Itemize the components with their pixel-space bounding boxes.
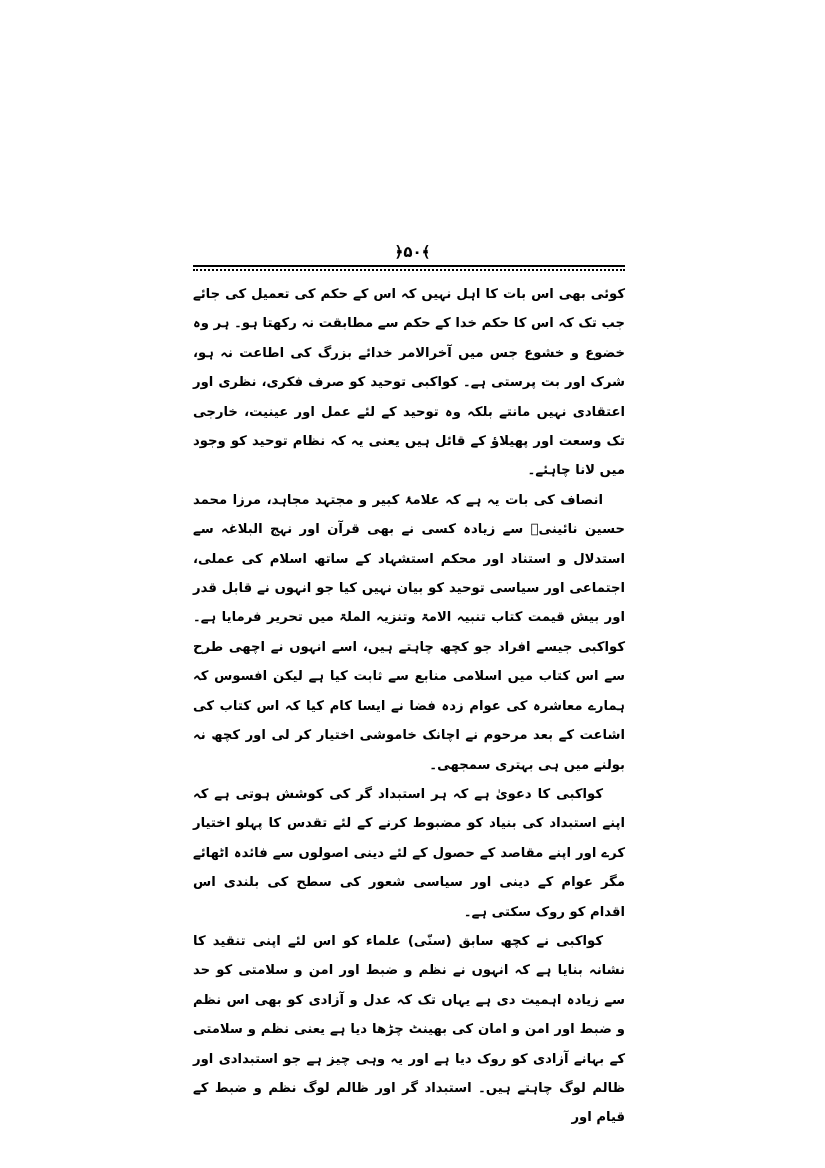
header-divider [193,265,625,273]
paragraph: کواکبی نے کچھ سابق (سنّی) علماء کو اس لئے اپنی تنقید کا نشانہ بنایا ہے کہ انہوں نے نظم و ضبط اور امن و سلامتی کو حد سے زیادہ اہمیت دی ہے یہاں تک کہ عدل و آزادی کو بھی اس نظم و ضبط اور امن و امان کی بھینٹ چڑھا دیا ہے یعنی نظم و سلامتی کے بہانے آزادی کو روک دیا ہے اور یہ وہی چیز ہے جو استبدادی اور ظالم لوگ چاہتے ہیں۔ استبداد گر اور ظالم لوگ نظم و ضبط کے قیام اور [193,933,625,1126]
body-text [193,280,625,1133]
page-number: ﴿۵۰﴾ [394,243,431,261]
header-divider-dotted [193,269,625,271]
paragraph: انصاف کی بات یہ ہے کہ علامۂ کبیر و مجتہد مجاہد، مرزا محمد حسین نائینیؒ سے زیادہ کسی نے بھی قرآن اور نہج البلاغہ سے استدلال و استناد اور محکم استشہاد کے ساتھ اسلام کی عملی، اجتماعی اور سیاسی توحید کو بیان نہیں کیا جو انہوں نے قابل قدر اور بیش قیمت کتاب تنبیہ الامۃ وتنزیہ الملۃ میں تحریر فرمایا ہے۔ کواکبی جیسے افراد جو کچھ چاہتے ہیں، اسے انہوں نے اچھی طرح سے اس کتاب میں اسلامی منابع سے ثابت کیا ہے لیکن افسوس کہ ہمارے معاشرہ کی عوام زدہ فضا نے ایسا کام کیا کہ اس کتاب کی اشاعت کے بعد مرحوم نے اچانک خاموشی اختیار کر لی اور کچھ نہ بولنے میں ہی بہتری سمجھی۔ [193,492,625,773]
paragraph: کواکبی کا دعویٰ ہے کہ ہر استبداد گر کی کوشش ہوتی ہے کہ اپنے استبداد کی بنیاد کو مضبوط کرنے کے لئے تقدس کا پہلو اختیار کرے اور اپنے مقاصد کے حصول کے لئے دینی اصولوں سے فائدہ اٹھائے مگر عوام کے دینی اور سیاسی شعور کی سطح کی بلندی اس اقدام کو روک سکتی ہے۔ [193,786,625,920]
header-divider-solid [193,265,625,267]
paragraph: کوئی بھی اس بات کا اہل نہیں کہ اس کے حکم کی تعمیل کی جائے جب تک کہ اس کا حکم خدا کے حکم سے مطابقت نہ رکھتا ہو۔ ہر وہ خضوع و خشوع جس میں آخرالامر خدائے بزرگ کی اطاعت نہ ہو، شرک اور بت پرستی ہے۔ کواکبی توحید کو صرف فکری، نظری اور اعتقادی نہیں مانتے بلکہ وہ توحید کے لئے عمل اور عینیت، خارجی تک وسعت اور پھیلاؤ کے قائل ہیں یعنی یہ کہ نظام توحید کو وجود میں لانا چاہئے۔ [193,287,625,479]
